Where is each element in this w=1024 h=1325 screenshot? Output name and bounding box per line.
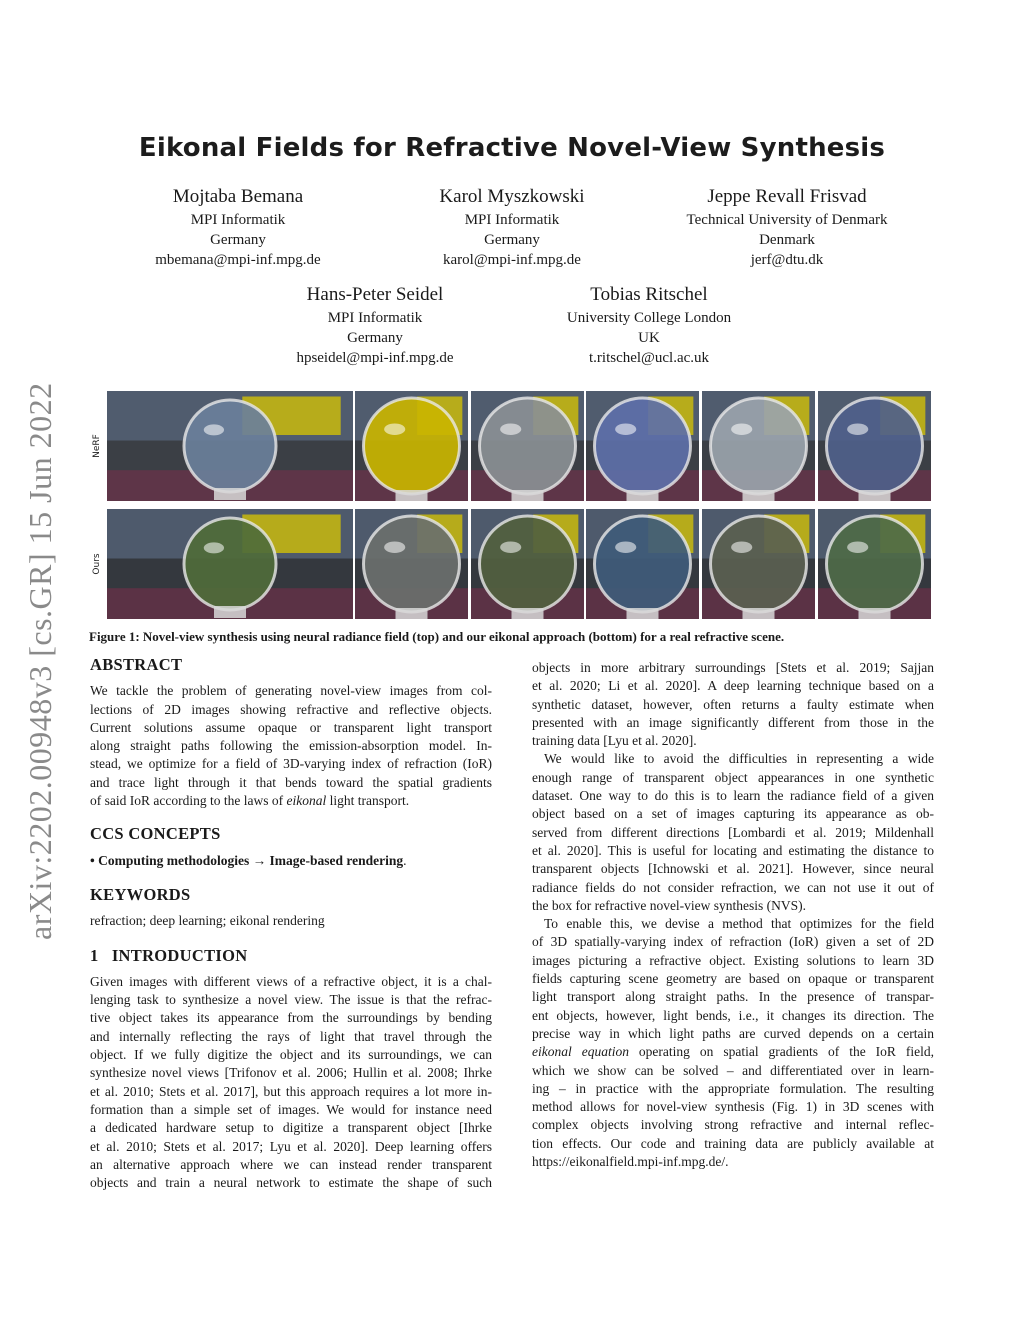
text-line: objects and train a neural network to estimate the shape of such <box>90 1175 492 1191</box>
text-line: We would like to avoid the difficulties in representing a wide <box>544 751 934 767</box>
keywords-text: refraction; deep learning; eikonal rendering <box>90 913 325 929</box>
text-line: served from different directions [Lombardi et al. 2019; Mildenhall <box>532 824 934 840</box>
text-line: tion effects. Our code and training data are publicly available at <box>532 1135 934 1151</box>
author-email: mbemana@mpi-inf.mpg.de <box>155 252 321 268</box>
text-line: of said IoR according to the laws of eikonal light transport. <box>90 793 410 809</box>
figure-caption: Figure 1: Novel-view synthesis using neural radiance field (top) and our eikonal approach (bottom) for a real refractive scene. <box>89 629 785 644</box>
text-line: et al. 2020; Li et al. 2020]. A deep learning technique based on a <box>532 678 934 694</box>
author-2 <box>362 186 662 270</box>
text-line: object based on a set of images capturing its appearance as ob- <box>532 806 934 822</box>
intro-heading: 1 INTRODUCTION <box>90 945 248 965</box>
text-line: tive object takes its appearance from the surroundings by bending <box>90 1010 492 1026</box>
figure-panel-nerf-3 <box>471 391 584 501</box>
author-email: t.ritschel@ucl.ac.uk <box>588 350 710 366</box>
author-country: Denmark <box>759 232 815 248</box>
author-5 <box>499 284 799 368</box>
author-affiliation: MPI Informatik <box>190 212 286 228</box>
text-line: et al. 2010; Stets et al. 2017; Lyu et al. 2020]. Deep learning offers <box>90 1138 492 1154</box>
text-line: radiance fields do not consider refraction, we can not use it out of <box>532 879 934 895</box>
figure-panel-nerf-4 <box>586 391 699 501</box>
author-affiliation: University College London <box>566 310 732 326</box>
author-country: Germany <box>347 330 403 346</box>
intro-paragraph-3 <box>532 915 934 1171</box>
figure-panel-nerf-6 <box>818 391 931 501</box>
left-column <box>90 656 492 1192</box>
figure-panel-nerf-2 <box>355 391 468 501</box>
author-email: karol@mpi-inf.mpg.de <box>443 252 581 268</box>
text-line: presented with an image significantly different from those in the <box>532 714 934 730</box>
text-line: We tackle the problem of generating novel-view images from col- <box>90 683 492 699</box>
author-3 <box>637 186 937 270</box>
figure-panel-ours-6 <box>818 509 931 619</box>
text-line: which we show can be solved – and differentiated over in learn- <box>532 1062 934 1078</box>
author-country: Germany <box>484 232 540 248</box>
author-country: UK <box>638 330 660 346</box>
text-line: object. If we fully digitize the object and its surroundings, we can <box>90 1047 492 1063</box>
author-name: Jeppe Revall Frisvad <box>707 186 867 207</box>
text-line: ing – in practice with the appropriate formulation. The resulting <box>532 1080 934 1096</box>
text-line: formation than a simple set of images. We would for instance need <box>90 1101 492 1117</box>
author-affiliation: MPI Informatik <box>327 310 423 326</box>
ccs-concept: • Computing methodologies → Image-based rendering. <box>90 852 407 868</box>
text-line: precise way in which light paths are curved depends on a certain <box>532 1025 934 1041</box>
figure-panel-nerf-1 <box>107 391 353 501</box>
author-name: Karol Myszkowski <box>439 186 585 207</box>
text-line: along straight paths following the emission-absorption model. In- <box>90 738 492 754</box>
intro-text <box>90 973 492 1193</box>
text-line: synthesize novel views [Trifonov et al. 2006; Hullin et al. 2008; Ihrke <box>90 1065 492 1081</box>
author-name: Hans-Peter Seidel <box>306 284 444 305</box>
author-1 <box>88 186 388 270</box>
text-line: https://eikonalfield.mpi-inf.mpg.de/. <box>532 1154 729 1170</box>
author-name: Tobias Ritschel <box>590 284 708 305</box>
text-line: dataset. One way to do this is to learn the radiance field of a given <box>532 788 934 804</box>
figure-panel-ours-4 <box>586 509 699 619</box>
text-line: light transport along straight paths. In the presence of transpar- <box>532 989 934 1005</box>
abstract-heading: ABSTRACT <box>90 655 183 674</box>
text-line: method allows for novel-view synthesis (Fig. 1) in 3D scenes with <box>532 1099 934 1115</box>
author-email: hpseidel@mpi-inf.mpg.de <box>296 350 454 366</box>
figure-1 <box>89 391 933 621</box>
text-line: To enable this, we devise a method that optimizes for the field <box>544 916 934 932</box>
text-line: fields capturing scene geometry are based on opaque or transparent <box>532 971 934 987</box>
text-line: synthetic dataset, however, often returns a faulty estimate when <box>532 696 934 712</box>
author-affiliation: Technical University of Denmark <box>686 212 888 228</box>
author-email: jerf@dtu.dk <box>750 252 824 268</box>
intro-paragraph-1 <box>532 659 934 750</box>
arxiv-stamp: arXiv:2202.00948v3 [cs.GR] 15 Jun 2022 <box>22 382 58 940</box>
figure-panel-ours-1 <box>107 509 353 619</box>
author-affiliation: MPI Informatik <box>464 212 560 228</box>
text-line: transparent objects [Ichnowski et al. 2021]. However, since neural <box>532 861 934 877</box>
text-line: lections of 2D images showing refractive and reflective objects. <box>90 701 492 717</box>
author-name: Mojtaba Bemana <box>172 186 304 207</box>
text-line: objects in more arbitrary surroundings [Stets et al. 2019; Sajjan <box>532 660 934 675</box>
abstract-text <box>90 682 492 810</box>
text-line: enough range of transparent object appearances in one synthetic <box>532 769 934 785</box>
text-line: Given images with different views of a refractive object, it is a chal- <box>90 973 492 989</box>
ccs-heading: CCS CONCEPTS <box>90 824 221 844</box>
text-line: stead, we optimize for a field of 3D-varying index of refraction (IoR) <box>90 756 492 772</box>
text-line: et al. 2010; Stets et al. 2017], but this approach requires a lot more in- <box>90 1083 492 1099</box>
text-line: complex objects involving strong refractive and internal reflec- <box>532 1117 934 1133</box>
keywords-heading: KEYWORDS <box>90 884 191 904</box>
text-line: images picturing a refractive object. Existing solutions to learn 3D <box>532 952 934 968</box>
intro-paragraph-2 <box>532 750 934 915</box>
text-line: lenging task to synthesize a novel view. The issue is that the refrac- <box>90 992 492 1008</box>
figure-panel-ours-3 <box>471 509 584 619</box>
row-label-nerf: NeRF <box>92 434 102 458</box>
text-line: training data [Lyu et al. 2020]. <box>532 733 697 749</box>
text-line: and internally reflecting the rays of light that travel through the <box>90 1028 492 1044</box>
figure-panel-ours-5 <box>702 509 815 619</box>
author-4 <box>225 284 525 368</box>
text-line: an alternative approach where we can instead render transparent <box>90 1156 492 1172</box>
text-line: eikonal equation operating on spatial gradients of the IoR field, <box>532 1044 934 1060</box>
text-line: ent objects, however, light bends, i.e., it changes its direction. The <box>532 1007 934 1023</box>
figure-panel-nerf-5 <box>702 391 815 501</box>
text-line: Current solutions assume opaque or transparent light transport <box>90 719 492 735</box>
text-line: and trace light through it that bends toward the spatial gradients <box>90 774 492 790</box>
text-line: the box for refractive novel-view synthesis (NVS). <box>532 897 807 913</box>
row-label-ours: Ours <box>92 553 102 575</box>
text-line: a dedicated hardware setup to digitize a transparent object [Ihrke <box>90 1120 492 1136</box>
figure-panel-ours-2 <box>355 509 468 619</box>
text-line: of 3D spatially-varying index of refraction (IoR) given a set of 2D <box>532 934 934 950</box>
text-line: et al. 2020]. This is useful for locating and estimating the distance to <box>532 842 934 858</box>
right-column <box>532 659 934 1171</box>
author-country: Germany <box>210 232 266 248</box>
paper-title: Eikonal Fields for Refractive Novel-View Synthesis <box>138 133 886 163</box>
